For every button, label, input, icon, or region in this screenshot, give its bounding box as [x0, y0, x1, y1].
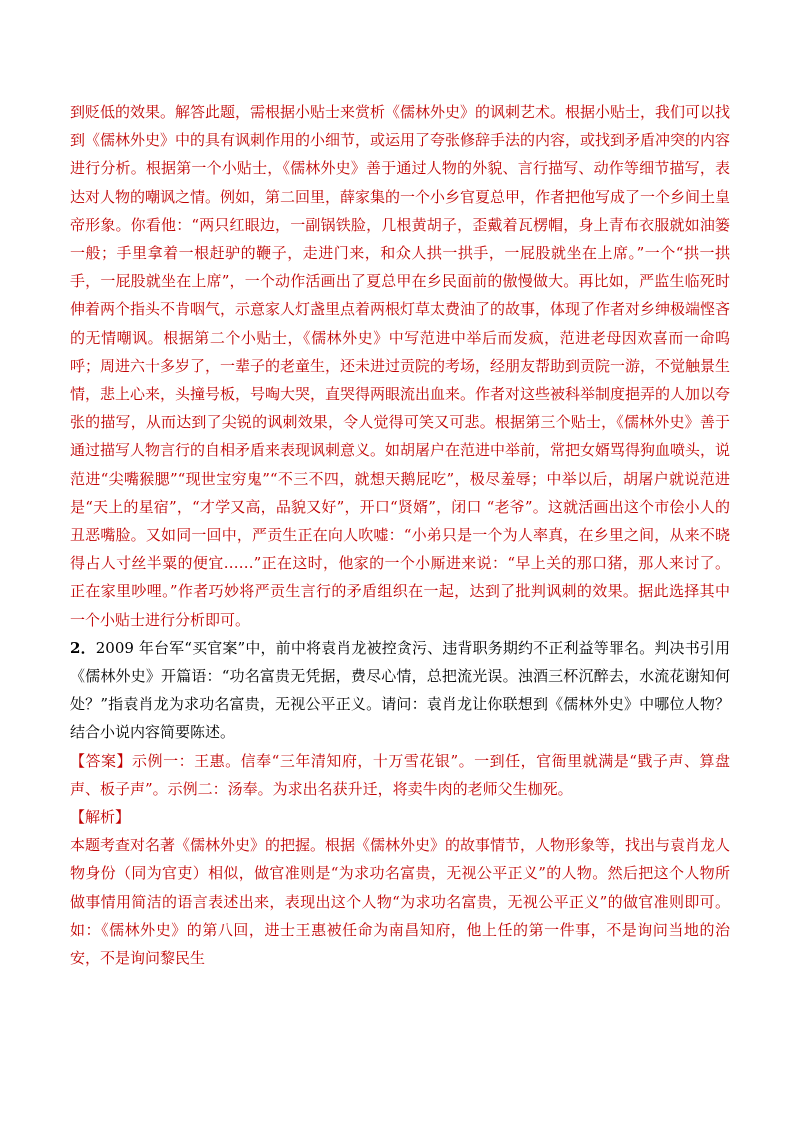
document-body	[70, 98, 730, 972]
question-number: 2．	[70, 638, 96, 657]
analysis-tag: 【解析】	[70, 808, 131, 827]
question-text: 2009 年台军“买官案”中，前中将袁肖龙被控贪污、违背职务期约不正利益等罪名。判决书引用《儒林外史》开篇语：“功名富贵无凭据，费尽心情，总把流光误。浊酒三杯沉醉去，水流花谢知何处？”指袁肖龙为求功名富贵，无视公平正义。请问：袁肖龙让你联想到《儒林外史》中哪位人物？结合小说内容简要陈述。	[70, 638, 731, 742]
analysis-tag-line	[70, 803, 730, 831]
answer-paragraph	[70, 747, 730, 803]
question-2	[70, 634, 730, 747]
analysis-paragraph: 本题考查对名著《儒林外史》的把握。根据《儒林外史》的故事情节，人物形象等，找出与袁肖龙人物身份（同为官吏）相似，做官准则是“为求功名富贵，无视公平正义”的人物。然后把这个人物所做事情用简洁的语言表述出来，表现出这个人物“为求功名富贵，无视公平正义”的做官准则即可。如：《儒林外史》的第八回，进士王惠被任命为南昌知府，他上任的第一件事，不是询问当地的治安，不是询问黎民生	[70, 836, 731, 968]
answer-text: 示例一：王惠。信奉“三年清知府，十万雪花银”。一到任，官衙里就满是“戥子声、算盘声、板子声”。示例二：汤奉。为求出名获升迁，将卖牛肉的老师父生枷死。	[70, 751, 730, 798]
answer-tag: 【答案】	[70, 751, 133, 770]
analysis-continuation-paragraph: 到贬低的效果。解答此题，需根据小贴士来赏析《儒林外史》的讽刺艺术。根据小贴士，我们可以找到《儒林外史》中的具有讽刺作用的小细节，或运用了夸张修辞手法的内容，或找到矛盾冲突的内容进行分析。根据第一个小贴士，《儒林外史》善于通过人物的外貌、言行描写、动作等细节描写，表达对人物的嘲讽之情。例如，第二回里，薛家集的一个小乡官夏总甲，作者把他写成了一个乡间土皇帝形象。你看他：“两只红眼边，一副锅铁脸，几根黄胡子，歪戴着瓦楞帽，身上青布衣服就如油篓一般；手里拿着一根赶驴的鞭子，走进门来，和众人拱一拱手，一屁股就坐在上席。”一个“拱一拱手，一屁股就坐在上席”，一个动作活画出了夏总甲在乡民面前的傲慢做大。再比如，严监生临死时伸着两个指头不肯咽气，示意家人灯盏里点着两根灯草太费油了的故事，体现了作者对乡绅极端悭吝的无情嘲讽。根据第二个小贴士，《儒林外史》中写范进中举后而发疯，范进老母因欢喜而一命呜呼；周进六十多岁了，一辈子的老童生，还未进过贡院的考场，经朋友帮助到贡院一游，不觉触景生情，悲上心来，头撞号板，号啕大哭，直哭得两眼流出血来。作者对这些被科举制度挹弄的人加以夸张的描写，从而达到了尖锐的讽刺效果，令人觉得可笑又可悲。根据第三个贴士，《儒林外史》善于通过描写人物言行的自相矛盾来表现讽刺意义。如胡屠户在范进中举前，常把女婿骂得狗血喷头，说范进“尖嘴猴腮”“现世宝穷鬼”“不三不四，就想天鹅屁吃”，极尽羞辱；中举以后，胡屠户就说范进是“天上的星宿”，“才学又高，品貌又好”，开口“贤婿”，闭口 “老爷”。这就活画出这个市侩小人的丑恶嘴脸。又如同一回中，严贡生正在向人吹嘘：“小弟只是一个为人率真，在乡里之间，从来不晓得占人寸丝半粟的便宜……”正在这时，他家的一个小厮进来说：“早上关的那口猪，那人来讨了。正在家里吵哩。”作者巧妙将严贡生言行的矛盾组织在一起，达到了批判讽刺的效果。据此选择其中一个小贴士进行分析即可。	[70, 103, 731, 629]
